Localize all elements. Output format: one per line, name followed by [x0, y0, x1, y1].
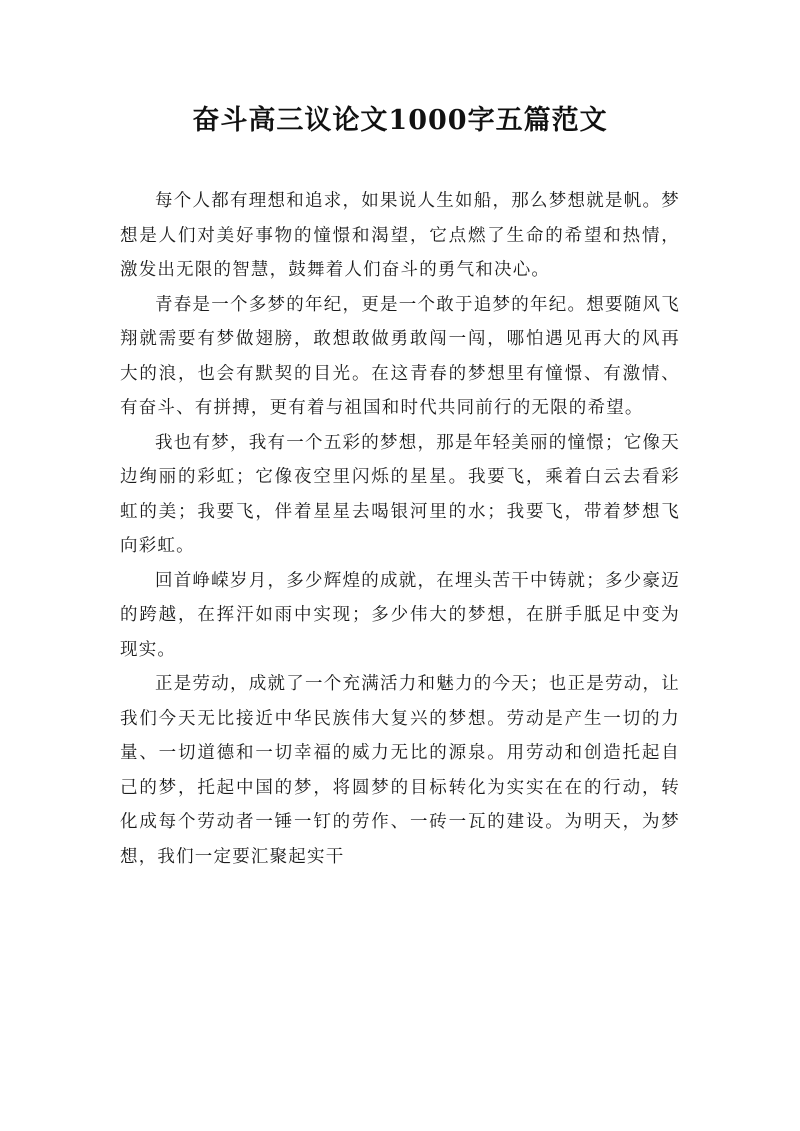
- paragraph-4: 回首峥嵘岁月，多少辉煌的成就，在埋头苦干中铸就；多少豪迈的跨越，在挥汗如雨中实现；多少伟大的梦想，在胼手胝足中变为现实。: [120, 570, 680, 660]
- paragraph-1: 每个人都有理想和追求，如果说人生如船，那么梦想就是帆。梦想是人们对美好事物的憧憬和渴望，它点燃了生命的希望和热情，激发出无限的智慧，鼓舞着人们奋斗的勇气和决心。: [120, 191, 680, 280]
- document-title: 奋斗高三议论文1000字五篇范文: [192, 105, 608, 136]
- paragraph-2: 青春是一个多梦的年纪，更是一个敢于追梦的年纪。想要随风飞翔就需要有梦做翅膀，敢想敢做勇敢闯一闯，哪怕遇见再大的风再大的浪，也会有默契的目光。在这青春的梦想里有憧憬、有激情、有奋斗、有拼搏，更有着与祖国和时代共同前行的无限的希望。: [120, 294, 680, 418]
- paragraph-5: 正是劳动，成就了一个充满活力和魅力的今天；也正是劳动，让我们今天无比接近中华民族伟大复兴的梦想。劳动是产生一切的力量、一切道德和一切幸福的威力无比的源泉。用劳动和创造托起自己的梦，托起中国的梦，将圆梦的目标转化为实实在在的行动，转化成每个劳动者一锤一钉的劳作、一砖一瓦的建设。为明天，为梦想，我们一定要汇聚起实干: [120, 674, 680, 867]
- document-body: [120, 184, 680, 874]
- paragraph-3: 我也有梦，我有一个五彩的梦想，那是年轻美丽的憧憬；它像天边绚丽的彩虹；它像夜空里闪烁的星星。我要飞，乘着白云去看彩虹的美；我要飞，伴着星星去喝银河里的水；我要飞，带着梦想飞向彩虹。: [120, 432, 680, 556]
